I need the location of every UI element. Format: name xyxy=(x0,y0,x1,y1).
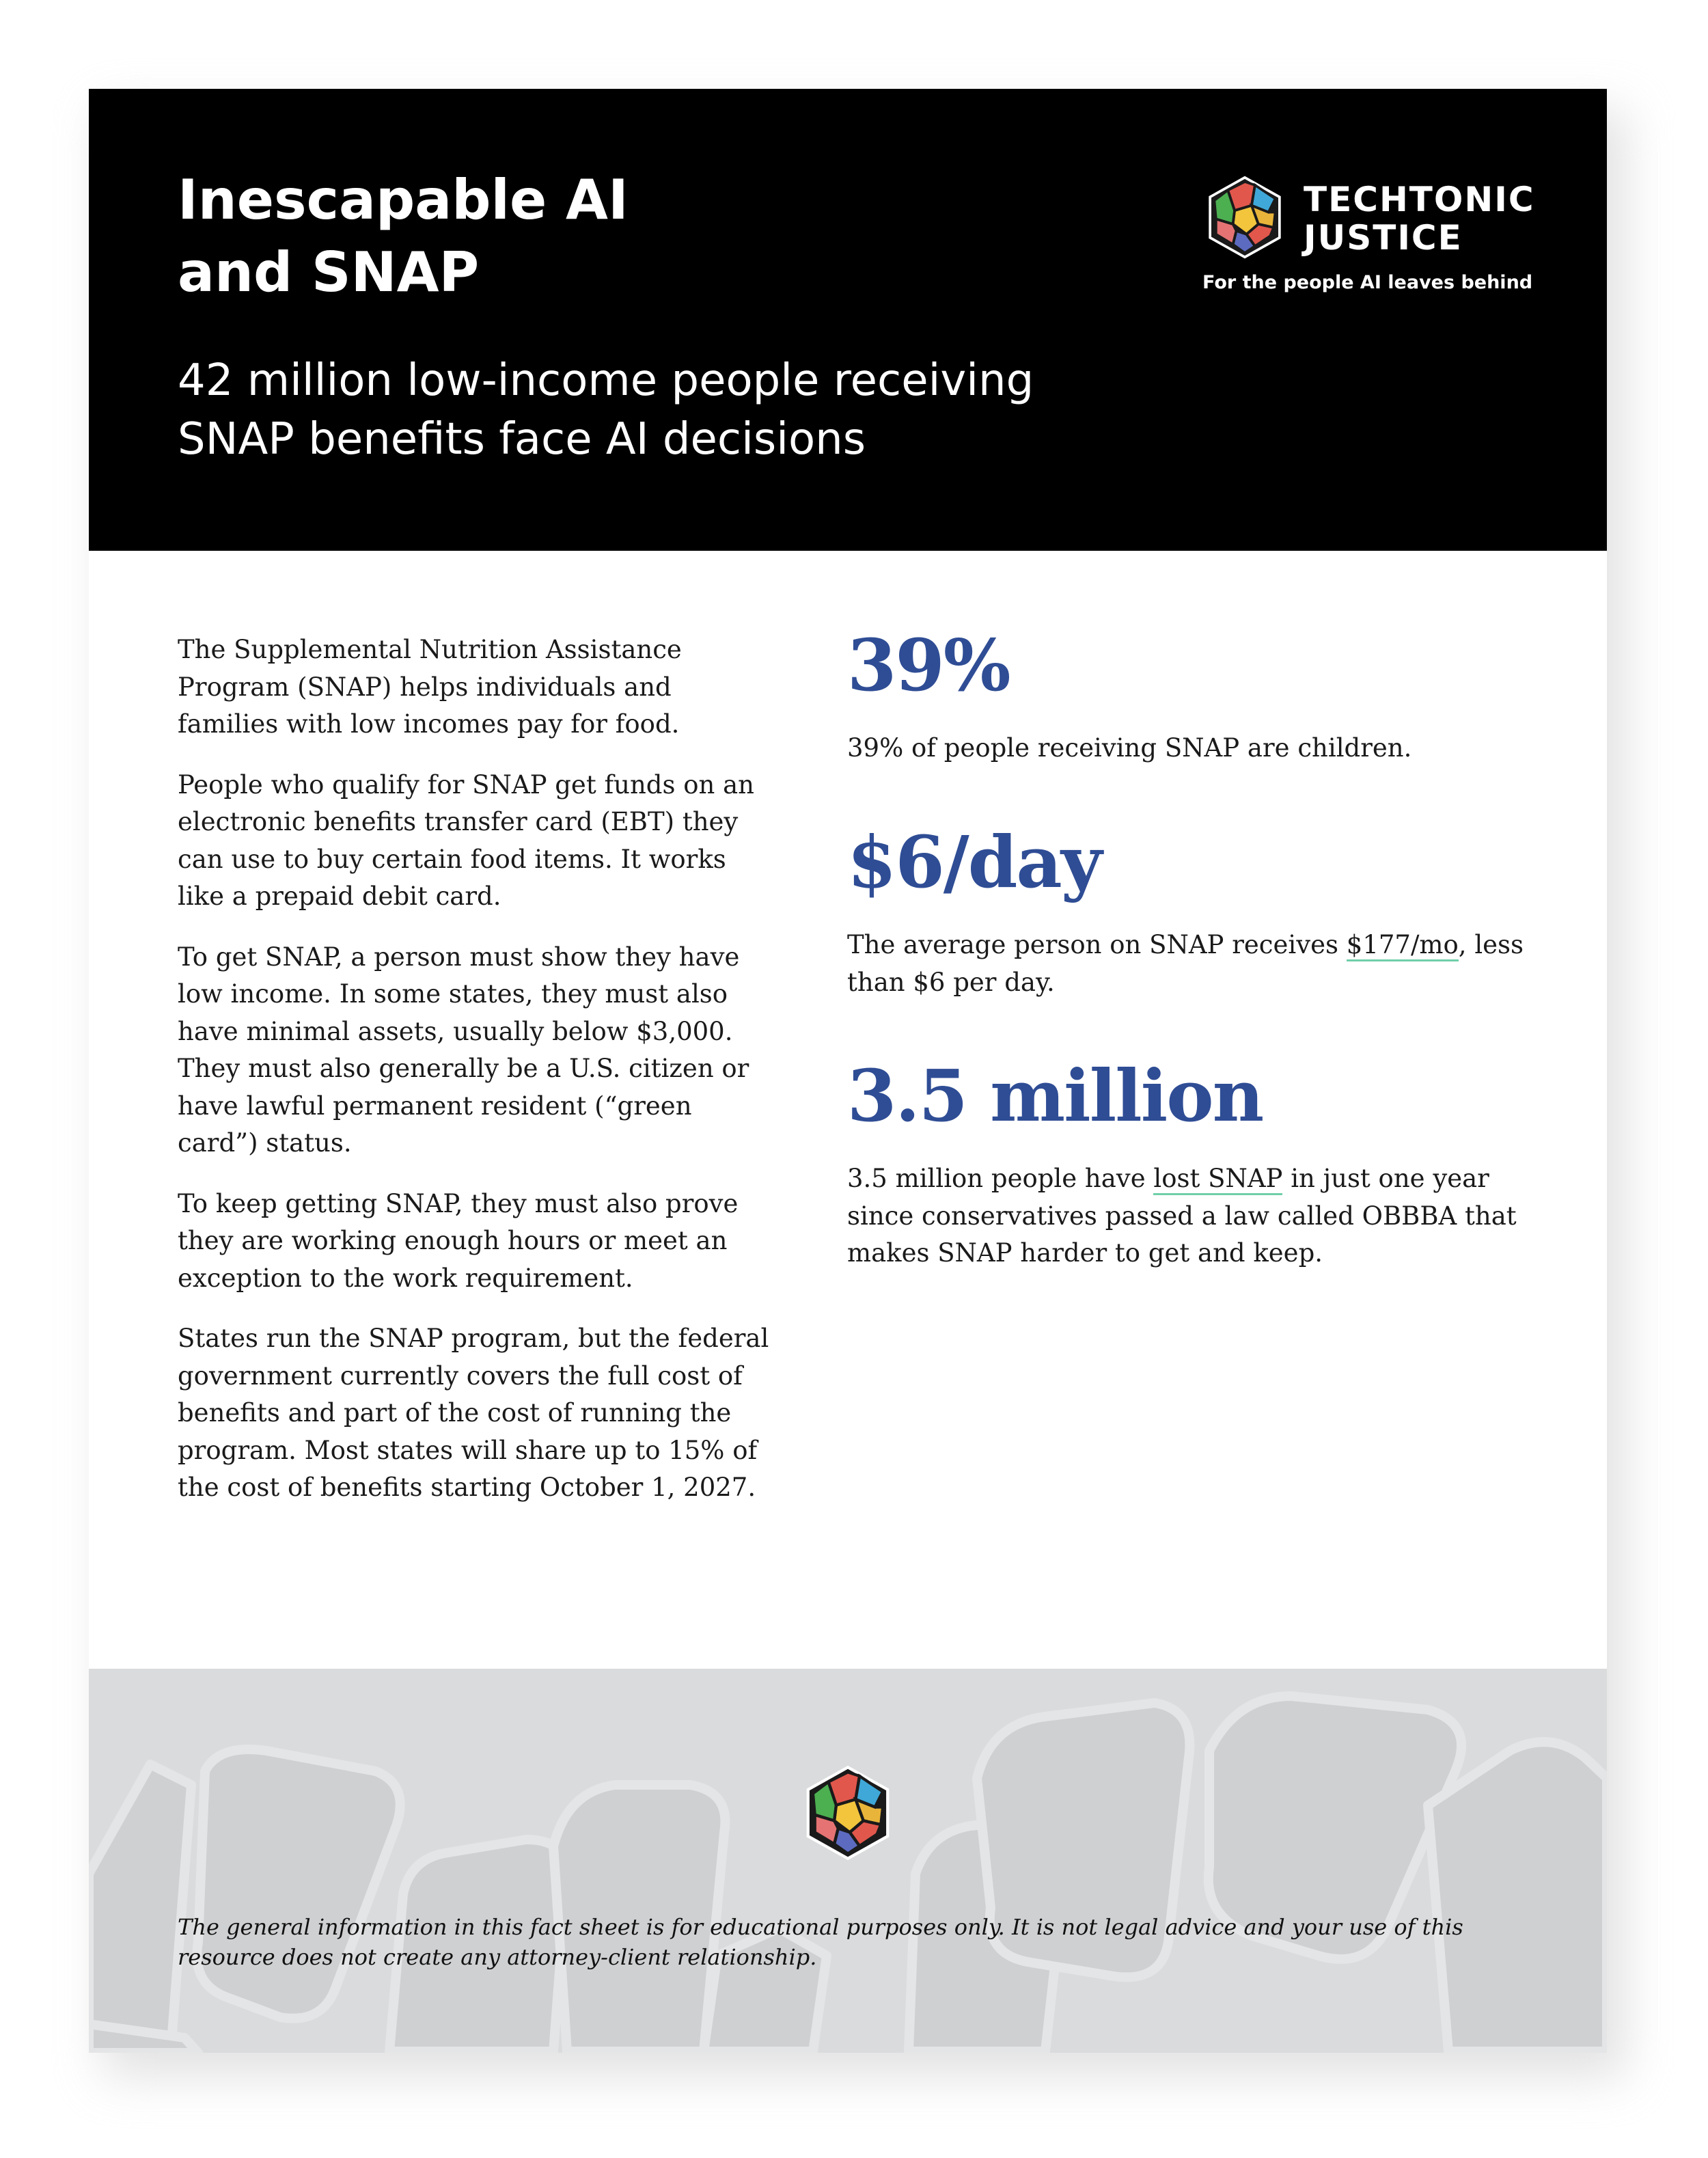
fact-sheet-page xyxy=(89,89,1607,2053)
monthly-benefit-link[interactable]: $177/mo xyxy=(1347,930,1459,961)
logo-tagline: For the people AI leaves behind xyxy=(1202,272,1533,293)
stat-block-lost-snap xyxy=(847,1055,1530,1272)
stat-text: 3.5 million people have xyxy=(847,1164,1154,1193)
page-title xyxy=(178,164,929,309)
title-line-1: Inescapable AI xyxy=(178,168,629,232)
lost-snap-link[interactable]: lost SNAP xyxy=(1153,1164,1282,1195)
paragraph-snap-intro: The Supplemental Nutrition Assistance Program (SNAP) helps individuals and families with low incomes pay for food. xyxy=(178,635,682,739)
techtonic-justice-logo xyxy=(1202,175,1535,394)
page-subtitle xyxy=(178,351,1202,469)
stat-value: $6/day xyxy=(847,820,1101,904)
stat-block-daily-benefit xyxy=(847,821,1530,1001)
subtitle-line-1: 42 million low-income people receiving xyxy=(178,355,1034,406)
paragraph-work-requirement: To keep getting SNAP, they must also prove they are working enough hours or meet an exception to the work requirement. xyxy=(178,1188,739,1293)
paragraph-eligibility: To get SNAP, a person must show they have low income. In some states, they must also have minimal assets, usually below $3,000. They must also generally be a U.S. citizen or have lawful permanent resident (“green card”) status. xyxy=(178,942,749,1158)
stat-value: 39% xyxy=(847,623,1010,707)
paragraph-funding: States run the SNAP program, but the federal government currently covers the full cost of benefits and part of the cost of running the program. Most states will share up to 15% of the cost of benefits starting October 1, 2027. xyxy=(178,1324,769,1502)
logo-wordmark-line-2: JUSTICE xyxy=(1304,218,1463,258)
body-text-column xyxy=(178,631,779,1530)
title-line-2: and SNAP xyxy=(178,241,480,304)
stat-value: 3.5 million xyxy=(847,1054,1263,1138)
geometric-hexagon-logo-icon xyxy=(799,1764,896,1861)
footer xyxy=(89,1669,1607,2053)
legal-disclaimer: The general information in this fact sheet is for educational purposes only. It is not legal advice and your use of this resource does not create any attorney-client relationship. xyxy=(178,1914,1463,1970)
header-banner xyxy=(89,89,1607,551)
stat-text: The average person on SNAP receives xyxy=(847,930,1347,959)
logo-wordmark-line-1: TECHTONIC xyxy=(1304,180,1535,219)
geometric-hexagon-logo-icon xyxy=(1202,175,1287,260)
stat-description: 39% of people receiving SNAP are children. xyxy=(847,733,1412,763)
stat-block-children xyxy=(847,625,1530,767)
stat-text: in just one year since conservatives passed a law called OBBBA that makes SNAP harder to get and keep. xyxy=(847,1164,1517,1268)
paragraph-ebt: People who qualify for SNAP get funds on an electronic benefits transfer card (EBT) they can use to buy certain food items. It works like a prepaid debit card. xyxy=(178,769,754,911)
logo-wordmark xyxy=(1304,180,1535,257)
stat-description xyxy=(847,1160,1530,1272)
subtitle-line-2: SNAP benefits face AI decisions xyxy=(178,414,866,465)
stat-text: , less than $6 per day. xyxy=(847,930,1524,997)
stat-description xyxy=(847,927,1530,1001)
